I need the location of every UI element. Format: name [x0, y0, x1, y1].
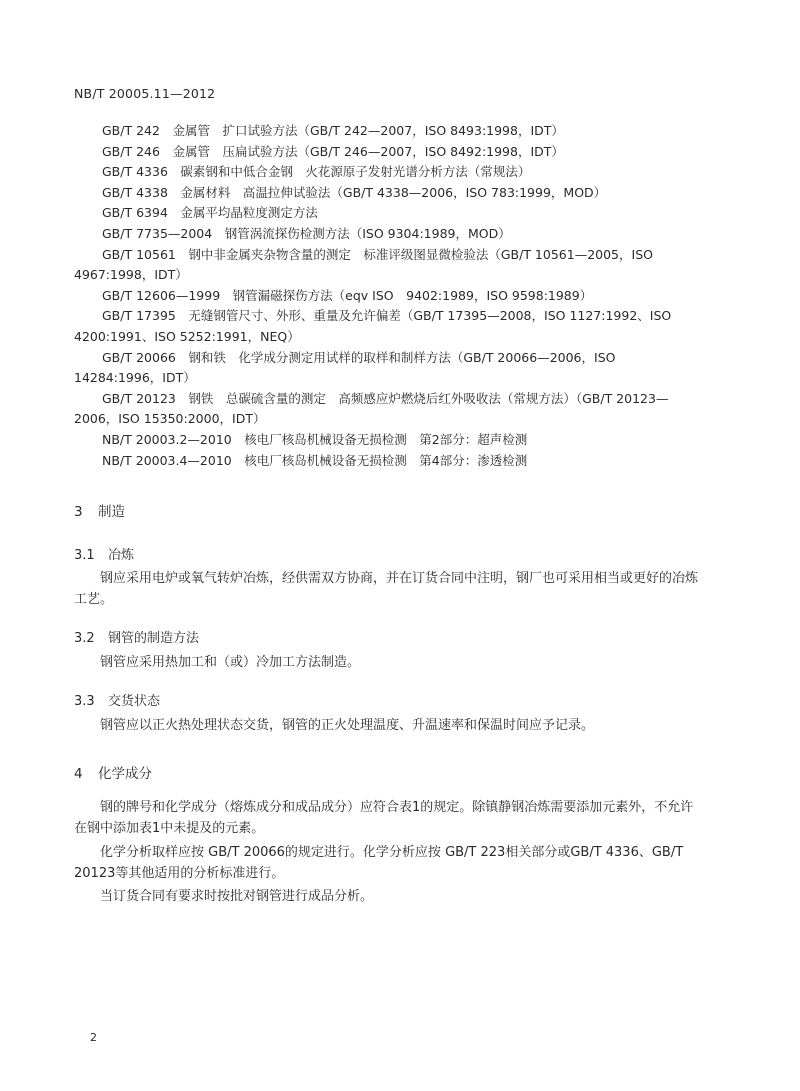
reference-item: GB/T 20123 钢铁 总碳硫含量的测定 高频感应炉燃烧后红外吸收法（常规方法）（GB/T 20123—2006，ISO 15350:2000，IDT）	[74, 390, 669, 427]
section-number: 3.3	[74, 694, 95, 709]
section-title: 交货状态	[108, 694, 161, 709]
section-3-heading	[74, 500, 125, 520]
section-3-2-text: 钢管应采用热加工和（或）冷加工方法制造。	[100, 655, 361, 670]
section-3-3-text: 钢管应以正火热处理状态交货，钢管的正火处理温度、升温速率和保温时间应予记录。	[100, 718, 595, 733]
section-4-paragraph: 当订货合同有要求时按批对钢管进行成品分析。	[100, 889, 374, 904]
section-number: 3.2	[74, 631, 95, 646]
section-title: 冶炼	[108, 548, 135, 563]
section-number: 3	[74, 504, 83, 520]
section-number: 3.1	[74, 548, 95, 563]
section-3-3-heading	[74, 690, 160, 709]
reference-item: GB/T 17395 无缝钢管尺寸、外形、重量及允许偏差（GB/T 17395—2008，ISO 1127:1992、ISO 4200:1991、ISO 5252:1991，NEQ）	[74, 308, 672, 344]
section-4-paragraph: 化学分析取样应按 GB/T 20066的规定进行。化学分析应按 GB/T 223相关部分或GB/T 4336、GB/T 20123等其他适用的分析标准进行。	[74, 845, 684, 881]
section-4-heading	[74, 762, 152, 782]
normative-references-list	[74, 121, 704, 471]
reference-item: GB/T 4338 金属材料 高温拉伸试验法（GB/T 4338—2006，ISO 783:1999，MOD）	[102, 184, 607, 200]
section-3-2-heading	[74, 627, 199, 646]
reference-item: GB/T 12606—1999 钢管漏磁探伤方法（eqv ISO 9402:1989，ISO 9598:1989）	[102, 287, 593, 303]
section-4-paragraph: 钢的牌号和化学成分（熔炼成分和成品成分）应符合表1的规定。除镇静钢冶炼需要添加元素外，不允许在钢中添加表1中未提及的元素。	[74, 800, 694, 836]
document-number: NB/T 20005.11—2012	[74, 86, 216, 101]
page-number: 2	[90, 1031, 97, 1044]
section-title: 化学成分	[98, 766, 152, 782]
reference-item: GB/T 242 金属管 扩口试验方法（GB/T 242—2007，ISO 8493:1998，IDT）	[102, 123, 564, 138]
reference-item: GB/T 7735—2004 钢管涡流探伤检测方法（ISO 9304:1989，MOD）	[102, 225, 511, 241]
section-3-1-text: 钢应采用电炉或氧气转炉冶炼，经供需双方协商，并在订货合同中注明，钢厂也可采用相当或更好的冶炼工艺。	[74, 571, 699, 607]
section-3-1-heading	[74, 544, 134, 563]
section-title: 钢管的制造方法	[108, 631, 200, 646]
reference-item: NB/T 20003.2—2010 核电厂核岛机械设备无损检测 第2部分：超声检测	[102, 431, 528, 447]
reference-item: GB/T 246 金属管 压扁试验方法（GB/T 246—2007，ISO 8492:1998，IDT）	[102, 143, 564, 159]
reference-item: GB/T 10561 钢中非金属夹杂物含量的测定 标准评级图显微检验法（GB/T 10561—2005，ISO 4967:1998，IDT）	[74, 246, 653, 283]
reference-item: GB/T 4336 碳素钢和中低合金钢 火花源原子发射光谱分析方法（常规法）	[102, 164, 531, 180]
reference-item: GB/T 6394 金属平均晶粒度测定方法	[102, 205, 318, 221]
section-number: 4	[74, 766, 83, 782]
reference-item: NB/T 20003.4—2010 核电厂核岛机械设备无损检测 第4部分：渗透检测	[102, 452, 528, 468]
section-title: 制造	[98, 504, 125, 520]
reference-item: GB/T 20066 钢和铁 化学成分测定用试样的取样和制样方法（GB/T 20066—2006，ISO 14284:1996，IDT）	[74, 349, 616, 386]
